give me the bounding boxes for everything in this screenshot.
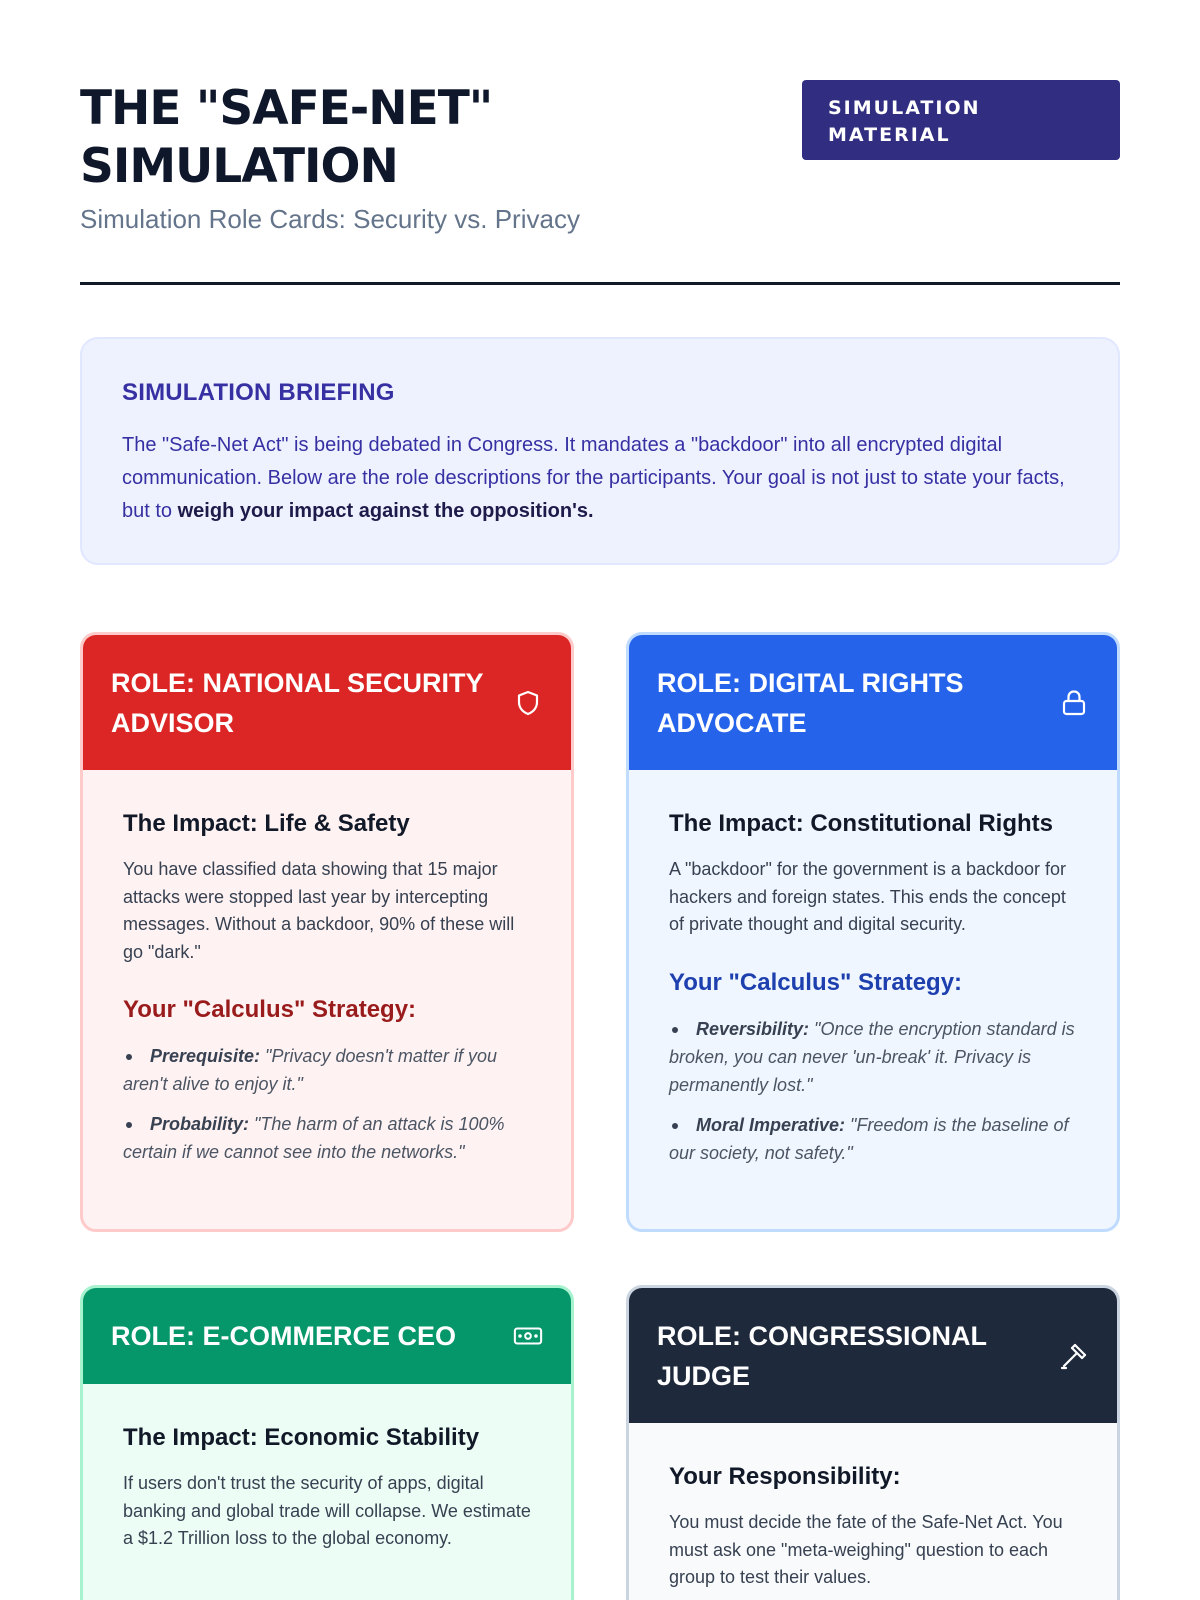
- role-title: ROLE: DIGITAL RIGHTS ADVOCATE: [657, 667, 964, 738]
- list-item: [123, 1042, 531, 1098]
- point-text: "Freedom is the baseline of our society, not safety.": [669, 1114, 1069, 1163]
- strategy-list: [669, 1015, 1077, 1167]
- briefing-body: The "Safe-Net Act" is being debated in Congress. It mandates a "backdoor" into all encrypted digital communication. Below are the role descriptions for the participants. Your goal is not just to state your facts, but to: [122, 434, 1065, 522]
- point-label: Moral Imperative:: [696, 1114, 846, 1135]
- role-title: ROLE: CONGRESSIONAL JUDGE: [657, 1320, 987, 1391]
- page-header: [80, 80, 1120, 285]
- page-title: THE "SAFE-NET" SIMULATION: [80, 81, 493, 194]
- money-icon: [513, 1321, 543, 1351]
- briefing-emphasis: weigh your impact against the opposition's.: [177, 500, 594, 522]
- card-body: [629, 1423, 1117, 1600]
- card-ecommerce-ceo: [80, 1285, 574, 1600]
- card-header: [629, 1288, 1117, 1423]
- point-text: "Privacy doesn't matter if you aren't alive to enjoy it.": [123, 1046, 497, 1094]
- list-item: [669, 1015, 1077, 1099]
- point-text: "Once the encryption standard is broken, you can never 'un-break' it. Privacy is permanently lost.": [669, 1018, 1075, 1095]
- point-label: Reversibility:: [696, 1018, 810, 1039]
- briefing-box: [80, 337, 1120, 565]
- briefing-text: [122, 429, 1078, 528]
- lock-icon: [1059, 688, 1089, 718]
- impact-description: You must decide the fate of the Safe-Net Act. You must ask one "meta-weighing" question to each group to test their values.: [669, 1512, 1063, 1587]
- card-congressional-judge: [626, 1285, 1120, 1600]
- point-text: "The harm of an attack is 100% certain if we cannot see into the networks.": [123, 1114, 505, 1162]
- simulation-badge: SIMULATION MATERIAL: [802, 80, 1120, 160]
- impact-heading: The Impact: Economic Stability: [123, 1424, 480, 1451]
- strategy-list: [123, 1042, 531, 1166]
- role-title: ROLE: NATIONAL SECURITY ADVISOR: [111, 667, 484, 738]
- impact-heading: The Impact: Life & Safety: [123, 810, 410, 837]
- impact-description: If users don't trust the security of apps, digital banking and global trade will collapse. We estimate a $1.2 Trillion loss to the global economy.: [123, 1473, 531, 1548]
- strategy-heading: Your "Calculus" Strategy:: [669, 968, 963, 996]
- briefing-title: SIMULATION BRIEFING: [122, 379, 395, 406]
- impact-heading: Your Responsibility:: [669, 1463, 901, 1490]
- card-header: [629, 635, 1117, 770]
- list-item: [123, 1110, 531, 1166]
- card-header: [83, 635, 571, 770]
- card-body: [83, 1384, 571, 1583]
- impact-description: You have classified data showing that 15 major attacks were stopped last year by intercepting messages. Without a backdoor, 90% of these will go "dark.": [123, 859, 515, 962]
- card-digital-rights: [626, 632, 1120, 1232]
- strategy-heading: Your "Calculus" Strategy:: [123, 996, 417, 1023]
- point-label: Probability:: [150, 1114, 250, 1134]
- shield-icon: [513, 688, 543, 718]
- list-item: [669, 1111, 1077, 1167]
- card-body: [629, 770, 1117, 1209]
- impact-heading: The Impact: Constitutional Rights: [669, 810, 1053, 837]
- impact-description: A "backdoor" for the government is a backdoor for hackers and foreign states. This ends the concept of private thought and digital security.: [669, 859, 1066, 934]
- role-title: ROLE: E-COMMERCE CEO: [111, 1321, 457, 1351]
- card-body: [83, 770, 571, 1208]
- point-label: Prerequisite:: [150, 1046, 261, 1066]
- card-national-security: [80, 632, 574, 1232]
- page-subtitle: Simulation Role Cards: Security vs. Privacy: [80, 204, 580, 234]
- card-header: [83, 1288, 571, 1384]
- gavel-icon: [1059, 1341, 1089, 1371]
